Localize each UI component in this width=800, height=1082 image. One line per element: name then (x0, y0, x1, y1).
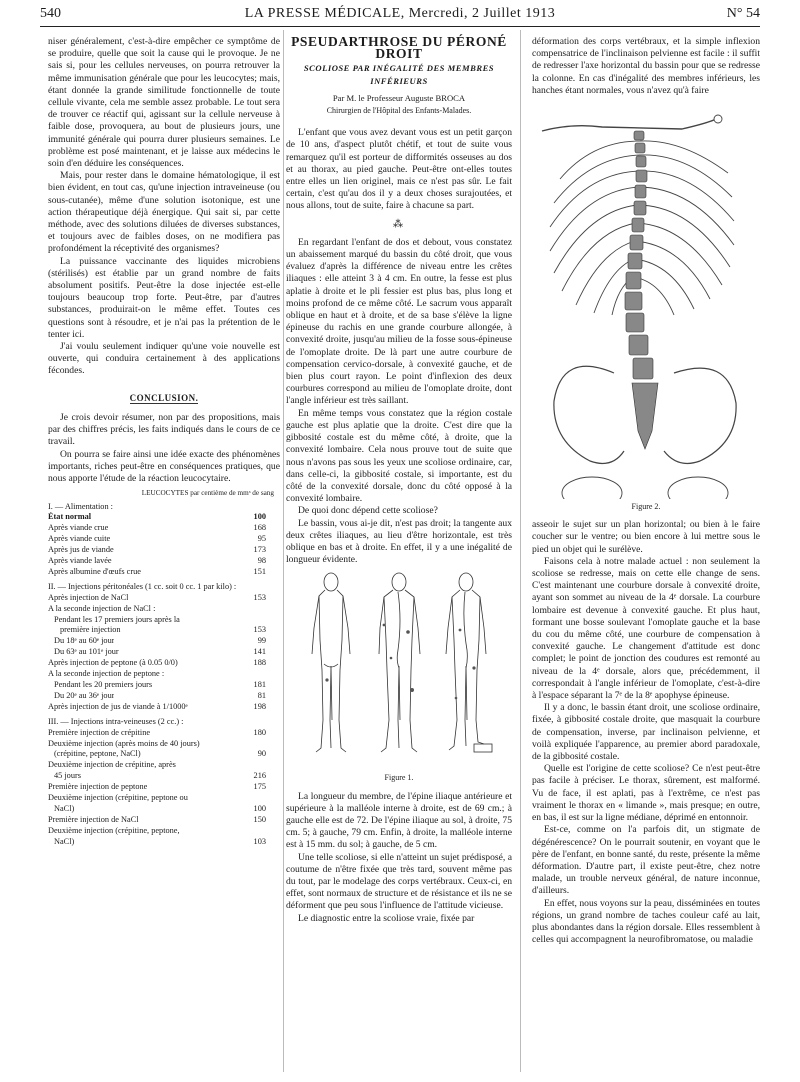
table-row-value: 188 (253, 658, 266, 668)
issue-number: N° 54 (726, 6, 760, 21)
table-row-label: Première injection de crépitine (48, 727, 151, 737)
table-header: LEUCOCYTES par centième de mmᶟ de sang (141, 489, 274, 498)
table-row-value (242, 739, 280, 750)
section-separator: ⁂ (393, 218, 405, 230)
paragraph: Je crois devoir résumer, non par des propositions, mais par des chiffres précis, les faits indiqués dans le cours de ce travail. (48, 411, 280, 448)
table-row (48, 647, 280, 658)
table-row-label: A la seconde injection de NaCl : (48, 603, 156, 613)
table-row-label: Après injection de peptone (à 0.05 0/0) (48, 658, 178, 668)
table-row-value (242, 604, 280, 615)
table-row (48, 512, 280, 523)
table-row (48, 793, 280, 804)
skin-spots (325, 624, 475, 700)
clavicle-end (714, 115, 722, 123)
table-row (48, 760, 280, 771)
child-front-view (312, 573, 350, 752)
table-row-label: Après viande lavée (48, 556, 112, 566)
table-row-label: A la seconde injection de peptone : (48, 669, 165, 679)
table-row-value (242, 669, 280, 680)
table-row (48, 739, 280, 750)
table-row (48, 837, 280, 848)
table-row (48, 593, 280, 604)
table-row-label: Deuxième injection (après moins de 40 jours) (48, 738, 200, 748)
paragraph: En regardant l'enfant de dos et debout, vous constatez un abaissement marqué du bassin du côté droit, que vous évaluez d'après la différence de niveau entre les crêtes iliaques : elle atteint 3 à 4 cm. En outre, la fesse est plus aplatie à droite et le pli fessier est plus bas, plus long et moins profond de ce même côté. Le sacrum vous apparaît oblique en haut et à droite, et de sa base s'élève la ligne épineuse du rachis en une grande courbure allongée, à convexité droite, jusqu'au milieu de la fosse sous-épineuse de l'omoplate droite. De là part une autre courbure de compensation cervico-dorsale, à convexité gauche, et de bien plus court rayon. Le point d'inflexion des deux courbures correspond au milieu de l'omoplate droite, dont l'angle inférieur est très saillant. (286, 236, 512, 407)
figure-2-caption: Figure 2. (631, 502, 661, 512)
author-affiliation: Chirurgien de l'Hôpital des Enfants-Malades. (326, 106, 472, 116)
paragraph: Il y a donc, le bassin étant droit, une scoliose ordinaire, fixée, à gibbosité costale droite, que masquait la courbure de compensation, inverse, par inclinaison pelvienne, et voilà expliquée l'apparence, au premier abord paradoxale, de la gibbosité costale. (532, 702, 760, 763)
table-row (48, 615, 280, 626)
table-row-value: 90 (257, 749, 266, 759)
table-row (48, 771, 280, 782)
table-row-value (242, 717, 280, 728)
table-row (48, 604, 280, 615)
table-row (48, 567, 280, 578)
table-body (48, 502, 280, 848)
table-row-value: 216 (253, 771, 266, 781)
table-row-value: 198 (253, 701, 266, 711)
table-row (48, 826, 280, 837)
table-row (48, 556, 280, 567)
table-row-value (242, 615, 280, 626)
table-row-label: III. — Injections intra-veineuses (2 cc.) : (48, 716, 184, 726)
table-row-value: 99 (257, 636, 266, 646)
table-row-label: NaCl) (54, 803, 75, 813)
table-row-value (242, 793, 280, 804)
table-row-value: 168 (253, 523, 266, 533)
paragraph: niser généralement, c'est-à-dire empêcher ce symptôme de se produire, quelle que soit la cause qui le provoque. Je ne sais si, pour les cellules nerveuses, on pourra retrouver la même immunisation générale que pour les leucocytes; mais, étant donnée la grande similitude fonctionnelle de toute cellule vivante, cela me semble assez probable. Le tout sera de trouver ce réactif qui, agissant sur la cellule nerveuse à faible dose, provoquera, au bout de plusieurs jours, une immunité générale qui pourra durer plusieurs semaines. Le problème est posé maintenant, et je laisse aux médecins le soin d'en déduire les conséquences. (48, 36, 280, 170)
page-header (40, 4, 760, 27)
paragraph: Le diagnostic entre la scoliose vraie, fixée par (298, 912, 475, 924)
figure-1 (286, 570, 512, 784)
paragraph: La puissance vaccinante des liquides microbiens (stérilisés) est établie par un grand nombre de faits absolument positifs. Peut-être la dose injectée est-elle toujours beaucoup trop forte. Peut-être, par d'autres substances, produirait-on le même effet. Toutes ces questions sont à résoudre, et je n'ai pas la prétention de le tenter ici. (48, 255, 280, 340)
child-back-view-2 (446, 573, 492, 752)
paragraph: Quelle est l'origine de cette scoliose? Ce n'est peut-être pas facile à préciser. Le thorax, sûrement, est malformé. Vu de face, il est aplati, pas à l'extrême, ce n'est pas vraiment le thorax en « limande », mais presque; en outre, en bas, il est sur la ligne médiane, déprimé en entonnoir. (532, 763, 760, 824)
table-row-value: 153 (253, 592, 266, 602)
table-row (48, 782, 280, 793)
paragraph: En effet, nous voyons sur la peau, disséminées en toutes régions, un grand nombre de taches couleur café au lait, plus abondantes dans la région dorsale. Elles ressemblent à celles qui accompagnent la neurofibromatose, ou maladie (532, 897, 760, 946)
table-row-value: 180 (253, 727, 266, 737)
table-row-value: 95 (257, 534, 266, 544)
table-row-value: 103 (253, 836, 266, 846)
table-row-label: première injection (60, 625, 121, 635)
table-row-label: Après injection de jus de viande à 1/1000ᵉ (48, 701, 188, 711)
table-row-value: 153 (253, 625, 266, 635)
figure-2 (532, 101, 760, 513)
paragraph: J'ai voulu seulement indiquer qu'une voie nouvelle est ouverte, qui conduira certainement à des applications fécondes. (48, 341, 280, 377)
table-row (48, 636, 280, 647)
table-row-label: Deuxième injection (crépitine, peptone ou (48, 793, 188, 803)
clavicle (542, 119, 716, 131)
table-row (48, 680, 280, 691)
table-row-value (242, 760, 280, 771)
column-left (48, 36, 280, 848)
table-row-value: 81 (257, 690, 266, 700)
table-row-label: État normal (48, 512, 92, 522)
table-row-label: Deuxième injection (crépitine, peptone, (48, 825, 180, 835)
paragraph: déformation des corps vertébraux, et la simple inflexion compensatrice de l'inclinaison pelvienne est facile : il suffit de redresser l'axe horizontal du bassin pour que se redresse la colonne. En cas d'inégalité des membres inférieurs, les hanches étant normales, vous n'avez qu'à faire (532, 36, 760, 96)
journal-title: LA PRESSE MÉDICALE, Mercredi, 2 Juillet 1913 (244, 6, 556, 21)
table-row (48, 523, 280, 534)
vertebral-column (625, 131, 658, 449)
section-heading (48, 392, 280, 404)
table-row (48, 658, 280, 669)
column-divider (520, 30, 521, 1072)
conclusion-heading: CONCLUSION. (129, 392, 199, 403)
article-subtitle: SCOLIOSE PAR INÉGALITÉ DES MEMBRES INFÉRIEURS (303, 63, 495, 86)
paragraph: On pourra se faire ainsi une idée exacte des phénomènes importants, riches peut-être en conséquences pratiques, que nous apporte l'étude de la réaction leucocytaire. (48, 448, 280, 484)
table-row (48, 702, 280, 713)
table-row-value: 100 (253, 512, 266, 522)
table-row-label: Après viande cuite (48, 534, 111, 544)
paragraph: En même temps vous constatez que la région costale gauche est plus aplatie que la droite. C'est dire que la gibbosité costale est du même côté, à droite, que la convexité lombaire. Cela nous prouve tout de suite que nous n'avons pas sous les yeux une scoliose ordinaire, car, dans celle-ci, la gibbosité costale, si importante, est du côté de la convexité dorsale, donc du côté opposé à la convexité lombaire. (286, 407, 512, 505)
femur-head-left (562, 477, 622, 499)
table-row-value: 151 (253, 566, 266, 576)
table-row (48, 728, 280, 739)
table-row (48, 625, 280, 636)
table-row-label: Après albumine d'œufs crue (48, 566, 141, 576)
article-title: PSEUDARTHROSE DU PÉRONÉ DROIT (291, 34, 507, 62)
paragraph: Une telle scoliose, si elle n'atteint un sujet prédisposé, a coutume de n'être fixée que très tard, souvent même pas du tout, par le modelage des corps vertébraux. Ceux-ci, en effet, sont normaux de structure et de résistance et ils ne se déforment que peu sous l'influence de l'attitude vicieuse. (286, 851, 512, 912)
table-row (48, 582, 280, 593)
femur-head-right (668, 477, 728, 499)
table-row-label: Première injection de NaCl (48, 814, 139, 824)
pelvis-left (554, 366, 624, 463)
table-row-value: 150 (253, 814, 266, 824)
table-row (48, 691, 280, 702)
figure-1-caption: Figure 1. (384, 773, 414, 783)
table-row-value: 141 (253, 647, 266, 657)
table-row-label: NaCl) (54, 836, 75, 846)
table-row (48, 717, 280, 728)
table-row-value: 175 (253, 782, 266, 792)
table-row (48, 815, 280, 826)
table-row (48, 545, 280, 556)
table-row-value: 98 (257, 556, 266, 566)
paragraph: Le bassin, vous ai-je dit, n'est pas droit; la tangente aux deux crêtes iliaques, au lieu d'être horizontale, est très oblique en bas et à droite. En effet, il y a une inégalité de longueur évidente. (286, 517, 512, 566)
table-row-label: Deuxième injection de crépitine, après (48, 760, 176, 770)
table-row-value (242, 826, 280, 837)
paragraph: L'enfant que vous avez devant vous est un petit garçon de 10 ans, d'aspect plutôt chétif, et tout de suite vous remarquez qu'il est porteur de difformités osseuses au dos et au thorax, au pied gauche. Peut-être ont-elles toutes entre elles un lien originel, mais ce n'est pas sûr. Le fait certain, c'est qu'au dos il y a deux choses surajoutées, et nous allons, tout de suite, faire à chacune sa part. (286, 127, 512, 212)
table-row (48, 749, 280, 760)
article-author: Par M. le Professeur Auguste BROCA (332, 92, 466, 103)
table-row-label: Du 63ᵉ au 101ᵉ jour (54, 647, 119, 657)
paragraph: La longueur du membre, de l'épine iliaque antérieure et supérieure à la malléole interne à droite, est de 69 cm.; à gauche elle est de 72. De l'épine iliaque au sol, à droite, 75 cm. 5; à gauche, 79 cm. Enfin, à droite, la malléole interne est à 15 mm. du sol; à gauche, de 5 cm. (286, 790, 512, 851)
table-row-label: 45 jours (54, 771, 81, 781)
leucocyte-table (48, 489, 280, 848)
table-row-label: Première injection de peptone (48, 782, 148, 792)
table-row-label: Après injection de NaCl (48, 592, 129, 602)
table-row-value: 173 (253, 545, 266, 555)
table-row-value: 100 (253, 803, 266, 813)
figure-1-illustration (286, 570, 512, 770)
table-row (48, 502, 280, 513)
table-row (48, 669, 280, 680)
table-row-label: Après jus de viande (48, 545, 114, 555)
table-row-label: Du 20ᵉ au 36ᵉ jour (54, 690, 115, 700)
table-row-label: Après viande crue (48, 523, 109, 533)
table-row-label: II. — Injections péritonéales (1 cc. soit 0 cc. 1 par kilo) : (48, 581, 237, 591)
table-row (48, 534, 280, 545)
table-row-value (242, 582, 280, 593)
table-row-value (242, 502, 280, 513)
paragraph: Faisons cela à notre malade actuel : non seulement la scoliose se redresse, mais on cette elle change de sens. C'est maintenant une courbure dorsale à convexité droite, ayant son sommet au niveau de la 4ᵉ dorsale. La courbure lombaire est devenue à convexité gauche. Et plus haut, formant une bosse soulevant l'omoplate gauche et la base du cou du même côté, une courbure de compensation à convexité gauche. Le changement d'attitude est donc complet; le point de jonction des coudures est remonté au niveau de la 4ᵉ dorsale, alors que, précédemment, il correspondait à l'angle inférieur de l'omoplate, c'est-à-dire à l'espace séparant la 7ᵉ de la 8ᵉ apophyse épineuse. (532, 555, 760, 702)
paragraph: asseoir le sujet sur un plan horizontal; ou bien à le faire coucher sur le ventre; ou bien encore à lui mettre sous le pied un objet qui le surélève. (532, 519, 760, 555)
table-row-label: I. — Alimentation : (48, 501, 113, 511)
table-row (48, 804, 280, 815)
column-right (532, 36, 760, 946)
pelvis-right (664, 368, 736, 463)
child-back-view-1 (379, 573, 420, 752)
paragraph: De quoi donc dépend cette scoliose? (298, 505, 438, 517)
figure-2-spine-illustration (532, 101, 760, 499)
table-row-label: Du 18ᵉ au 60ᵉ jour (54, 636, 115, 646)
paragraph: Mais, pour rester dans le domaine hématologique, il est bien évident, en tout cas, qu'une injection intraveineuse (ou sous-cutanée), même d'une solution isotonique, est une action thérapeutique déjà énergique. Qui sait si, par cette méthode, avec des solutions diluées de diverses substances, et toujours avec de faibles doses, on ne modifiera pas profondément la réceptivité des organismes? (48, 170, 280, 255)
page-number: 540 (40, 6, 61, 21)
table-row-label: Pendant les 20 premiers jours (54, 680, 153, 690)
table-row-value: 181 (253, 680, 266, 690)
table-row-label: Pendant les 17 premiers jours après la (54, 614, 180, 624)
table-row-label: (crépitine, peptone, NaCl) (54, 749, 141, 759)
paragraph: Est-ce, comme on l'a parfois dit, un stigmate de dégénérescence? On le pourrait soutenir, en voyant que le père de l'enfant, en bonne santé, du reste, présente la même déformation. D'autre part, il existe peut-être, chez notre malade, un trouble nerveux général, de nature inconnue, d'ailleurs. (532, 824, 760, 897)
column-middle (286, 36, 512, 925)
column-divider (283, 30, 284, 1072)
